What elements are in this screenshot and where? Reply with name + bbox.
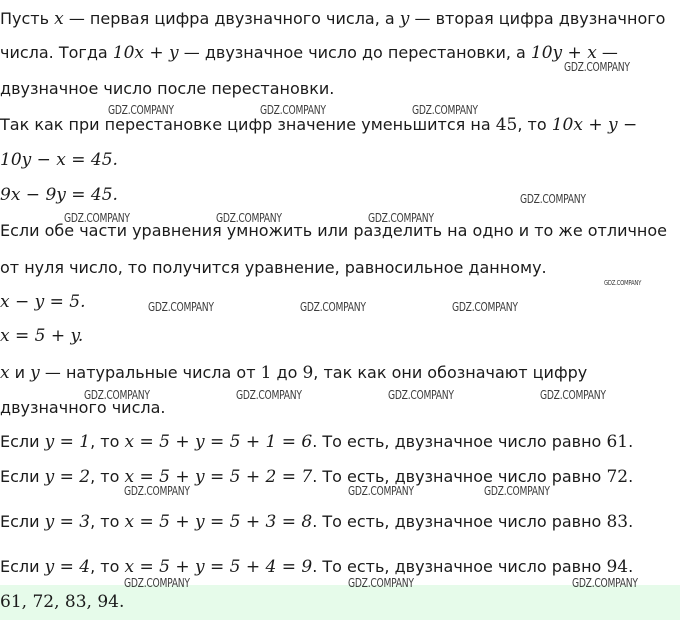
watermark: GDZ.COMPANY (348, 576, 414, 590)
watermark: GDZ.COMPANY (108, 103, 174, 117)
watermark: GDZ.COMPANY (540, 388, 606, 402)
watermark: GDZ.COMPANY (412, 103, 478, 117)
text-line: x и y — натуральные числа от 1 до 9, так как они обозначают цифру (0, 363, 588, 383)
watermark: GDZ.COMPANY (452, 300, 518, 314)
watermark: GDZ.COMPANY (64, 211, 130, 225)
watermark: GDZ.COMPANY (368, 211, 434, 225)
watermark: GDZ.COMPANY (236, 388, 302, 402)
watermark: GDZ.COMPANY (260, 103, 326, 117)
watermark: GDZ.COMPANY (124, 484, 190, 498)
watermark: GDZ.COMPANY (564, 60, 630, 74)
equation-line: 10y − x = 45. (0, 150, 118, 170)
case-line: Если y = 2, то x = 5 + y = 5 + 2 = 7. То есть, двузначное число равно 72. (0, 467, 634, 487)
case-line: Если y = 1, то x = 5 + y = 5 + 1 = 6. То есть, двузначное число равно 61. (0, 432, 634, 452)
watermark: GDZ.COMPANY (388, 388, 454, 402)
text-line: двузначного числа. (0, 398, 166, 417)
case-line: Если y = 3, то x = 5 + y = 5 + 3 = 8. То есть, двузначное число равно 83. (0, 512, 634, 532)
text-line: Так как при перестановке цифр значение уменьшится на 45, то 10x + y − (0, 115, 638, 135)
watermark: GDZ.COMPANY (348, 484, 414, 498)
equation-line: x = 5 + y. (0, 326, 84, 346)
equation-line: 9x − 9y = 45. (0, 185, 118, 205)
answer-box (0, 585, 680, 620)
case-line: Если y = 4, то x = 5 + y = 5 + 4 = 9. То есть, двузначное число равно 94. (0, 557, 634, 577)
text-line: Пусть x — первая цифра двузначного числа, а y — вторая цифра двузначного (0, 9, 666, 29)
answer-text: 61, 72, 83, 94. (0, 592, 125, 612)
text-line: Если обе части уравнения умножить или разделить на одно и то же отличное (0, 221, 668, 240)
equation-line: x − y = 5. (0, 292, 86, 312)
watermark: GDZ.COMPANY (484, 484, 550, 498)
text-line: числа. Тогда 10x + y — двузначное число до перестановки, а 10y + x — (0, 43, 618, 63)
watermark: GDZ.COMPANY (148, 300, 214, 314)
watermark: GDZ.COMPANY (84, 388, 150, 402)
watermark: GDZ.COMPANY (604, 279, 642, 287)
watermark: GDZ.COMPANY (572, 576, 638, 590)
watermark: GDZ.COMPANY (300, 300, 366, 314)
text-line: от нуля число, то получится уравнение, равносильное данному. (0, 258, 547, 277)
watermark: GDZ.COMPANY (124, 576, 190, 590)
text-line: двузначное число после перестановки. (0, 79, 335, 98)
watermark: GDZ.COMPANY (216, 211, 282, 225)
watermark: GDZ.COMPANY (520, 192, 586, 206)
